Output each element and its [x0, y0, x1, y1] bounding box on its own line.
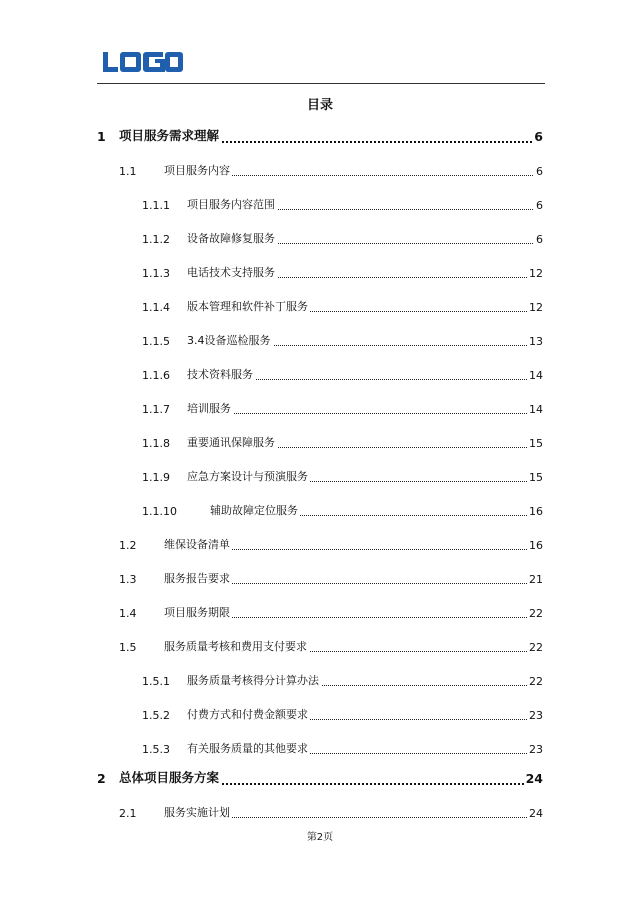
toc-entry-page: 22 [529, 675, 543, 688]
toc-entry-page: 12 [529, 267, 543, 280]
toc-entry[interactable] [0, 365, 543, 385]
toc-entry[interactable] [0, 433, 543, 453]
toc-entry[interactable] [0, 671, 543, 691]
toc-entry[interactable] [0, 467, 543, 487]
toc-entry-number: 1.1.5 [142, 335, 170, 348]
toc-entry-page: 6 [534, 129, 543, 144]
toc-entry-page: 12 [529, 301, 543, 314]
toc-entry-number: 1.5.1 [142, 675, 170, 688]
toc-entry[interactable] [0, 127, 543, 147]
toc-entry[interactable] [0, 803, 543, 823]
toc-entry-title: 服务质量考核得分计算办法 [187, 674, 319, 687]
toc-entry-number: 1.3 [119, 573, 137, 586]
toc-entry[interactable] [0, 399, 543, 419]
toc-entry[interactable] [0, 739, 543, 759]
toc-entry-number: 1.1.10 [142, 505, 177, 518]
toc-entry[interactable] [0, 229, 543, 249]
toc-entry-title: 项目服务期限 [164, 606, 230, 619]
toc-entry-title: 技术资料服务 [187, 368, 253, 381]
toc-entry-title: 3.4设备巡检服务 [187, 334, 271, 347]
toc-entry-number: 1.1.9 [142, 471, 170, 484]
toc-entry-page: 23 [529, 709, 543, 722]
toc-entry-number: 1.1.6 [142, 369, 170, 382]
toc-entry-number: 1.1.7 [142, 403, 170, 416]
toc-entry-page: 15 [529, 471, 543, 484]
toc-entry-page: 14 [529, 369, 543, 382]
toc-entry-page: 13 [529, 335, 543, 348]
toc-entry-title: 辅助故障定位服务 [210, 504, 298, 517]
toc-entry-title: 有关服务质量的其他要求 [187, 742, 308, 755]
toc-entry-page: 16 [529, 539, 543, 552]
toc-entry[interactable] [0, 535, 543, 555]
toc-entry-number: 1.2 [119, 539, 137, 552]
toc-entry[interactable] [0, 297, 543, 317]
toc-entry-number: 1.1.2 [142, 233, 170, 246]
toc-entry-page: 6 [536, 233, 543, 246]
toc-entry-page: 22 [529, 607, 543, 620]
toc-entry-page: 24 [525, 771, 543, 786]
toc-entry-title: 服务实施计划 [164, 806, 230, 819]
toc-entry-page: 22 [529, 641, 543, 654]
toc-leader-dots [187, 413, 535, 414]
toc-entry-page: 14 [529, 403, 543, 416]
toc-entry-title: 项目服务内容 [164, 164, 230, 177]
toc-entry-title: 服务报告要求 [164, 572, 230, 585]
toc-entry[interactable] [0, 195, 543, 215]
toc-entry-page: 6 [536, 199, 543, 212]
toc-entry[interactable] [0, 161, 543, 181]
page-number-footer: 第2页 [306, 832, 334, 843]
toc-entry-page: 6 [536, 165, 543, 178]
toc-entry-number: 1.5 [119, 641, 137, 654]
toc-entry-number: 2 [97, 771, 106, 786]
toc-entry-number: 1 [97, 129, 106, 144]
toc-entry-number: 2.1 [119, 807, 137, 820]
toc-entry-page: 16 [529, 505, 543, 518]
toc-entry-page: 21 [529, 573, 543, 586]
toc-entry-number: 1.1.8 [142, 437, 170, 450]
toc-entry-page: 15 [529, 437, 543, 450]
toc-entry-page: 24 [529, 807, 543, 820]
toc-entry[interactable] [0, 705, 543, 725]
toc-entry-title: 付费方式和付费金额要求 [187, 708, 308, 721]
toc-entry[interactable] [0, 331, 543, 351]
toc-entry-page: 23 [529, 743, 543, 756]
toc-entry-title: 项目服务需求理解 [119, 128, 220, 143]
toc-entry-number: 1.1.4 [142, 301, 170, 314]
toc-entry-title: 培训服务 [187, 402, 231, 415]
toc-entry-number: 1.5.2 [142, 709, 170, 722]
toc-entry-title: 应急方案设计与预演服务 [187, 470, 308, 483]
toc-entry-title: 总体项目服务方案 [119, 770, 220, 785]
toc-entry-number: 1.1.3 [142, 267, 170, 280]
toc-entry-title: 项目服务内容范围 [187, 198, 275, 211]
toc-title: 目录 [306, 98, 333, 113]
toc-entry[interactable] [0, 501, 543, 521]
toc-entry-number: 1.4 [119, 607, 137, 620]
toc-entry[interactable] [0, 569, 543, 589]
toc-entry[interactable] [0, 603, 543, 623]
toc-entry[interactable] [0, 263, 543, 283]
toc-entry-number: 1.5.3 [142, 743, 170, 756]
toc-entry-title: 重要通讯保障服务 [187, 436, 275, 449]
toc-entry-title: 维保设备清单 [164, 538, 230, 551]
toc-entry-title: 版本管理和软件补丁服务 [187, 300, 308, 313]
toc-entry-title: 服务质量考核和费用支付要求 [164, 640, 307, 653]
toc-entry-title: 设备故障修复服务 [187, 232, 275, 245]
toc-entry[interactable] [0, 769, 543, 789]
toc-entry[interactable] [0, 637, 543, 657]
toc-entry-number: 1.1.1 [142, 199, 170, 212]
toc-entry-title: 电话技术支持服务 [187, 266, 275, 279]
toc-entry-number: 1.1 [119, 165, 137, 178]
